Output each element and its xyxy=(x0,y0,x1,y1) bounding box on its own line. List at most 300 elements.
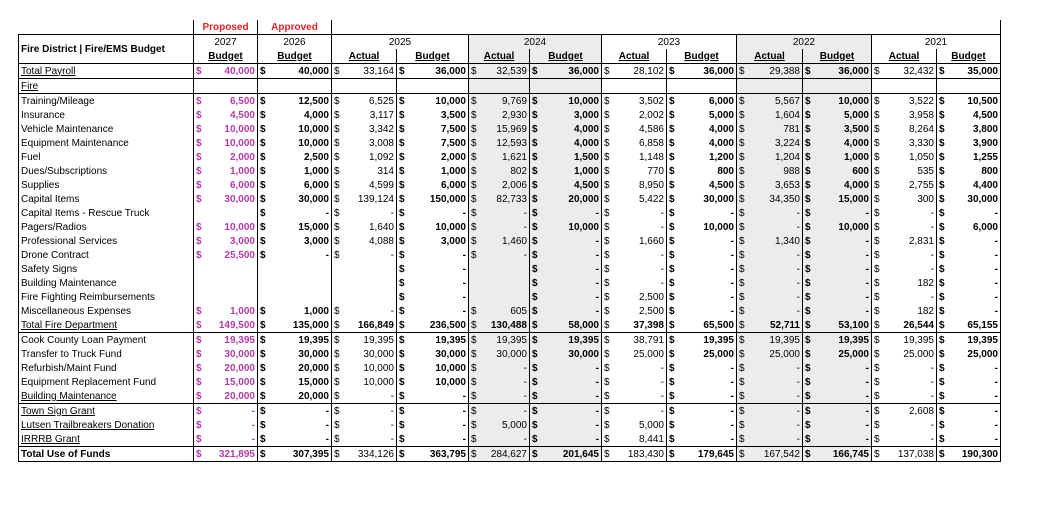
value-cell xyxy=(803,304,872,318)
value-cell xyxy=(937,164,1001,178)
value-cell xyxy=(194,290,258,304)
value-cell xyxy=(332,79,397,94)
cell-value: 1,604 xyxy=(774,109,800,121)
value-cell xyxy=(737,79,803,94)
cell-value: - xyxy=(865,291,869,303)
row-label: Supplies xyxy=(19,178,194,192)
cell-value: 5,000 xyxy=(638,419,664,431)
value-cell xyxy=(530,248,602,262)
cell-value: - xyxy=(462,291,466,303)
dollar-sign: $ xyxy=(260,123,266,135)
table-row xyxy=(19,262,1001,276)
cell-value: 1,000 xyxy=(303,305,329,317)
value-cell xyxy=(194,150,258,164)
dollar-sign: $ xyxy=(874,179,880,191)
value-cell xyxy=(937,418,1001,432)
dollar-sign: $ xyxy=(471,193,477,205)
value-cell xyxy=(667,432,737,447)
dollar-sign: $ xyxy=(669,65,675,77)
dollar-sign: $ xyxy=(196,151,202,163)
dollar-sign: $ xyxy=(604,137,610,149)
cell-value: 149,500 xyxy=(218,319,255,331)
table-row xyxy=(19,192,1001,206)
cell-value: - xyxy=(523,221,527,233)
cell-value: 32,539 xyxy=(496,65,527,77)
dollar-sign: $ xyxy=(604,405,610,417)
cell-value: 321,895 xyxy=(218,448,255,460)
value-cell xyxy=(872,79,937,94)
cell-value: - xyxy=(865,207,869,219)
dollar-sign: $ xyxy=(939,249,945,261)
cell-value: 166,745 xyxy=(832,448,869,460)
value-cell xyxy=(530,347,602,361)
dollar-sign: $ xyxy=(471,137,477,149)
dollar-sign: $ xyxy=(739,249,745,261)
budget-header: Budget xyxy=(937,49,1001,64)
cell-value: 6,000 xyxy=(229,179,255,191)
cell-value: - xyxy=(994,249,998,261)
value-cell xyxy=(667,206,737,220)
cell-value: 30,000 xyxy=(224,348,255,360)
row-label: Insurance xyxy=(19,108,194,122)
cell-value: 10,000 xyxy=(298,137,329,149)
dollar-sign: $ xyxy=(805,405,811,417)
dollar-sign: $ xyxy=(604,151,610,163)
value-cell xyxy=(530,447,602,462)
cell-value: 6,858 xyxy=(638,137,664,149)
cell-value: - xyxy=(730,362,734,374)
cell-value: 1,050 xyxy=(908,151,934,163)
value-cell xyxy=(602,389,667,404)
cell-value: 2,000 xyxy=(440,151,466,163)
dollar-sign: $ xyxy=(669,291,675,303)
value-cell xyxy=(332,361,397,375)
cell-value: 29,388 xyxy=(769,65,800,77)
budget-sheet xyxy=(18,20,1001,462)
dollar-sign: $ xyxy=(334,95,340,107)
value-cell xyxy=(872,220,937,234)
cell-value: 183,430 xyxy=(627,448,664,460)
cell-value: 3,000 xyxy=(303,235,329,247)
cell-value: - xyxy=(390,207,394,219)
cell-value: 25,000 xyxy=(838,348,869,360)
budget-header: Budget xyxy=(258,49,332,64)
cell-value: - xyxy=(462,207,466,219)
cell-value: 1,460 xyxy=(501,235,527,247)
dollar-sign: $ xyxy=(334,376,340,388)
table-row xyxy=(19,150,1001,164)
cell-value: - xyxy=(730,376,734,388)
cell-value: - xyxy=(994,376,998,388)
dollar-sign: $ xyxy=(471,390,477,402)
value-cell xyxy=(737,248,803,262)
cell-value: - xyxy=(865,376,869,388)
cell-value: 32,432 xyxy=(903,65,934,77)
value-cell xyxy=(737,347,803,361)
cell-value: - xyxy=(796,419,800,431)
cell-value: - xyxy=(325,207,329,219)
dollar-sign: $ xyxy=(399,179,405,191)
budget-header: Budget xyxy=(397,49,469,64)
dollar-sign: $ xyxy=(939,305,945,317)
value-cell xyxy=(258,361,332,375)
value-cell xyxy=(397,192,469,206)
dollar-sign: $ xyxy=(805,151,811,163)
cell-value: 19,395 xyxy=(298,334,329,346)
value-cell xyxy=(737,318,803,333)
value-cell xyxy=(937,318,1001,333)
dollar-sign: $ xyxy=(739,235,745,247)
cell-value: - xyxy=(523,405,527,417)
cell-value: 4,400 xyxy=(972,179,998,191)
value-cell xyxy=(530,178,602,192)
cell-value: 30,000 xyxy=(568,348,599,360)
cell-value: - xyxy=(595,305,599,317)
cell-value: 5,000 xyxy=(501,419,527,431)
value-cell xyxy=(803,164,872,178)
cell-value: 6,000 xyxy=(708,95,734,107)
cell-value: 20,000 xyxy=(568,193,599,205)
cell-value: - xyxy=(730,277,734,289)
value-cell xyxy=(737,220,803,234)
cell-value: - xyxy=(462,277,466,289)
cell-value: 8,264 xyxy=(908,123,934,135)
cell-value: 5,000 xyxy=(843,109,869,121)
dollar-sign: $ xyxy=(532,277,538,289)
dollar-sign: $ xyxy=(471,151,477,163)
cell-value: - xyxy=(994,235,998,247)
value-cell xyxy=(332,418,397,432)
value-cell xyxy=(667,347,737,361)
cell-value: - xyxy=(462,390,466,402)
value-cell xyxy=(332,64,397,79)
cell-value: 37,398 xyxy=(633,319,664,331)
value-cell xyxy=(872,108,937,122)
row-label: Capital Items xyxy=(19,192,194,206)
cell-value: - xyxy=(796,390,800,402)
cell-value: 28,102 xyxy=(633,65,664,77)
cell-value: 53,100 xyxy=(838,319,869,331)
value-cell xyxy=(469,389,530,404)
cell-value: - xyxy=(865,405,869,417)
dollar-sign: $ xyxy=(260,362,266,374)
value-cell xyxy=(258,79,332,94)
cell-value: - xyxy=(865,277,869,289)
dollar-sign: $ xyxy=(739,95,745,107)
row-label: Town Sign Grant xyxy=(19,404,194,419)
value-cell xyxy=(937,375,1001,389)
dollar-sign: $ xyxy=(874,109,880,121)
value-cell xyxy=(803,64,872,79)
dollar-sign: $ xyxy=(334,419,340,431)
table-row xyxy=(19,234,1001,248)
dollar-sign: $ xyxy=(805,291,811,303)
year-2023: 2023 xyxy=(602,35,737,50)
dollar-sign: $ xyxy=(260,151,266,163)
value-cell xyxy=(397,164,469,178)
value-cell xyxy=(397,333,469,348)
dollar-sign: $ xyxy=(874,263,880,275)
value-cell xyxy=(332,404,397,419)
dollar-sign: $ xyxy=(260,235,266,247)
value-cell xyxy=(937,150,1001,164)
actual-header: Actual xyxy=(737,49,803,64)
cell-value: - xyxy=(930,249,934,261)
value-cell xyxy=(530,404,602,419)
cell-value: 19,395 xyxy=(568,334,599,346)
dollar-sign: $ xyxy=(939,390,945,402)
dollar-sign: $ xyxy=(532,433,538,445)
cell-value: 30,000 xyxy=(363,348,394,360)
value-cell xyxy=(469,447,530,462)
cell-value: 3,500 xyxy=(843,123,869,135)
cell-value: - xyxy=(930,221,934,233)
cell-value: 10,000 xyxy=(224,137,255,149)
dollar-sign: $ xyxy=(604,390,610,402)
value-cell xyxy=(872,347,937,361)
cell-value: 802 xyxy=(510,165,527,177)
cell-value: - xyxy=(994,305,998,317)
dollar-sign: $ xyxy=(471,221,477,233)
dollar-sign: $ xyxy=(604,419,610,431)
dollar-sign: $ xyxy=(939,348,945,360)
dollar-sign: $ xyxy=(874,95,880,107)
cell-value: 3,502 xyxy=(638,95,664,107)
dollar-sign: $ xyxy=(532,319,538,331)
dollar-sign: $ xyxy=(739,362,745,374)
dollar-sign: $ xyxy=(604,179,610,191)
cell-value: 2,002 xyxy=(638,109,664,121)
value-cell xyxy=(602,262,667,276)
dollar-sign: $ xyxy=(260,305,266,317)
value-cell xyxy=(872,432,937,447)
value-cell xyxy=(937,108,1001,122)
cell-value: 3,330 xyxy=(908,137,934,149)
cell-value: 4,000 xyxy=(843,179,869,191)
cell-value: - xyxy=(660,277,664,289)
cell-value: 7,500 xyxy=(440,137,466,149)
cell-value: 10,000 xyxy=(224,221,255,233)
cell-value: 35,000 xyxy=(967,65,998,77)
value-cell xyxy=(602,375,667,389)
dollar-sign: $ xyxy=(471,319,477,331)
value-cell xyxy=(737,206,803,220)
dollar-sign: $ xyxy=(196,305,202,317)
cell-value: - xyxy=(930,291,934,303)
dollar-sign: $ xyxy=(604,348,610,360)
dollar-sign: $ xyxy=(260,249,266,261)
dollar-sign: $ xyxy=(604,362,610,374)
dollar-sign: $ xyxy=(334,207,340,219)
cell-value: - xyxy=(930,390,934,402)
value-cell xyxy=(194,304,258,318)
dollar-sign: $ xyxy=(669,448,675,460)
cell-value: 15,000 xyxy=(224,376,255,388)
value-cell xyxy=(469,432,530,447)
cell-value: 4,000 xyxy=(708,137,734,149)
cell-value: 10,000 xyxy=(435,362,466,374)
cell-value: - xyxy=(994,207,998,219)
dollar-sign: $ xyxy=(939,165,945,177)
value-cell xyxy=(803,262,872,276)
cell-value: 334,126 xyxy=(357,448,394,460)
year-2022: 2022 xyxy=(737,35,872,50)
value-cell xyxy=(602,122,667,136)
value-cell xyxy=(602,248,667,262)
value-cell xyxy=(667,248,737,262)
cell-value: - xyxy=(730,291,734,303)
dollar-sign: $ xyxy=(196,123,202,135)
value-cell xyxy=(332,389,397,404)
cell-value: 2,500 xyxy=(638,305,664,317)
cell-value: - xyxy=(796,405,800,417)
cell-value: - xyxy=(660,376,664,388)
value-cell xyxy=(803,150,872,164)
value-cell xyxy=(937,220,1001,234)
dollar-sign: $ xyxy=(334,448,340,460)
dollar-sign: $ xyxy=(471,334,477,346)
table-row xyxy=(19,248,1001,262)
dollar-sign: $ xyxy=(334,123,340,135)
value-cell xyxy=(530,418,602,432)
value-cell xyxy=(872,375,937,389)
value-cell xyxy=(469,178,530,192)
cell-value: - xyxy=(796,376,800,388)
cell-value: 2,755 xyxy=(908,179,934,191)
dollar-sign: $ xyxy=(939,448,945,460)
value-cell xyxy=(872,262,937,276)
table-row xyxy=(19,136,1001,150)
value-cell xyxy=(469,150,530,164)
dollar-sign: $ xyxy=(604,263,610,275)
dollar-sign: $ xyxy=(334,193,340,205)
value-cell xyxy=(872,389,937,404)
dollar-sign: $ xyxy=(669,405,675,417)
dollar-sign: $ xyxy=(471,123,477,135)
value-cell xyxy=(602,178,667,192)
dollar-sign: $ xyxy=(334,151,340,163)
value-cell xyxy=(667,290,737,304)
value-cell xyxy=(332,447,397,462)
dollar-sign: $ xyxy=(260,376,266,388)
cell-value: 1,092 xyxy=(368,151,394,163)
cell-value: 781 xyxy=(783,123,800,135)
cell-value: - xyxy=(994,277,998,289)
dollar-sign: $ xyxy=(399,334,405,346)
dollar-sign: $ xyxy=(604,95,610,107)
row-label: Vehicle Maintenance xyxy=(19,122,194,136)
cell-value: - xyxy=(325,419,329,431)
row-label: Fuel xyxy=(19,150,194,164)
cell-value: 30,000 xyxy=(435,348,466,360)
dollar-sign: $ xyxy=(604,291,610,303)
value-cell xyxy=(937,234,1001,248)
cell-value: 19,395 xyxy=(435,334,466,346)
dollar-sign: $ xyxy=(939,95,945,107)
value-cell xyxy=(397,234,469,248)
row-label: Refurbish/Maint Fund xyxy=(19,361,194,375)
value-cell xyxy=(258,178,332,192)
dollar-sign: $ xyxy=(669,334,675,346)
cell-value: - xyxy=(595,419,599,431)
budget-header: Budget xyxy=(194,49,258,64)
cell-value: - xyxy=(730,433,734,445)
dollar-sign: $ xyxy=(196,221,202,233)
value-cell xyxy=(332,122,397,136)
year-2026: 2026 xyxy=(258,35,332,50)
cell-value: 135,000 xyxy=(292,319,329,331)
dollar-sign: $ xyxy=(939,109,945,121)
value-cell xyxy=(194,333,258,348)
cell-value: - xyxy=(251,405,255,417)
row-label: Equipment Maintenance xyxy=(19,136,194,150)
dollar-sign: $ xyxy=(874,137,880,149)
cell-value: 8,441 xyxy=(638,433,664,445)
dollar-sign: $ xyxy=(196,348,202,360)
value-cell xyxy=(803,318,872,333)
value-cell xyxy=(194,94,258,109)
cell-value: 3,000 xyxy=(229,235,255,247)
value-cell xyxy=(332,206,397,220)
dollar-sign: $ xyxy=(334,390,340,402)
value-cell xyxy=(332,192,397,206)
value-cell xyxy=(937,206,1001,220)
budget-table xyxy=(18,20,1001,462)
dollar-sign: $ xyxy=(669,207,675,219)
dollar-sign: $ xyxy=(532,348,538,360)
dollar-sign: $ xyxy=(196,249,202,261)
dollar-sign: $ xyxy=(334,433,340,445)
cell-value: - xyxy=(994,419,998,431)
dollar-sign: $ xyxy=(260,419,266,431)
dollar-sign: $ xyxy=(471,348,477,360)
dollar-sign: $ xyxy=(939,376,945,388)
value-cell xyxy=(737,375,803,389)
dollar-sign: $ xyxy=(874,433,880,445)
value-cell xyxy=(737,234,803,248)
value-cell xyxy=(332,333,397,348)
cell-value: 3,000 xyxy=(573,109,599,121)
year-2027: 2027 xyxy=(194,35,258,50)
dollar-sign: $ xyxy=(532,193,538,205)
table-row xyxy=(19,122,1001,136)
cell-value: - xyxy=(462,263,466,275)
value-cell xyxy=(469,136,530,150)
cell-value: 182 xyxy=(917,305,934,317)
cell-value: - xyxy=(660,263,664,275)
value-cell xyxy=(194,389,258,404)
budget-header: Budget xyxy=(667,49,737,64)
dollar-sign: $ xyxy=(334,405,340,417)
value-cell xyxy=(803,108,872,122)
dollar-sign: $ xyxy=(399,109,405,121)
value-cell xyxy=(602,192,667,206)
value-cell xyxy=(602,418,667,432)
dollar-sign: $ xyxy=(939,207,945,219)
dollar-sign: $ xyxy=(669,95,675,107)
value-cell xyxy=(667,94,737,109)
cell-value: 5,422 xyxy=(638,193,664,205)
cell-value: 19,395 xyxy=(967,334,998,346)
dollar-sign: $ xyxy=(260,390,266,402)
cell-value: - xyxy=(390,249,394,261)
dollar-sign: $ xyxy=(939,334,945,346)
cell-value: 5,000 xyxy=(708,109,734,121)
cell-value: 20,000 xyxy=(224,362,255,374)
dollar-sign: $ xyxy=(334,65,340,77)
table-row xyxy=(19,375,1001,389)
cell-value: 30,000 xyxy=(496,348,527,360)
